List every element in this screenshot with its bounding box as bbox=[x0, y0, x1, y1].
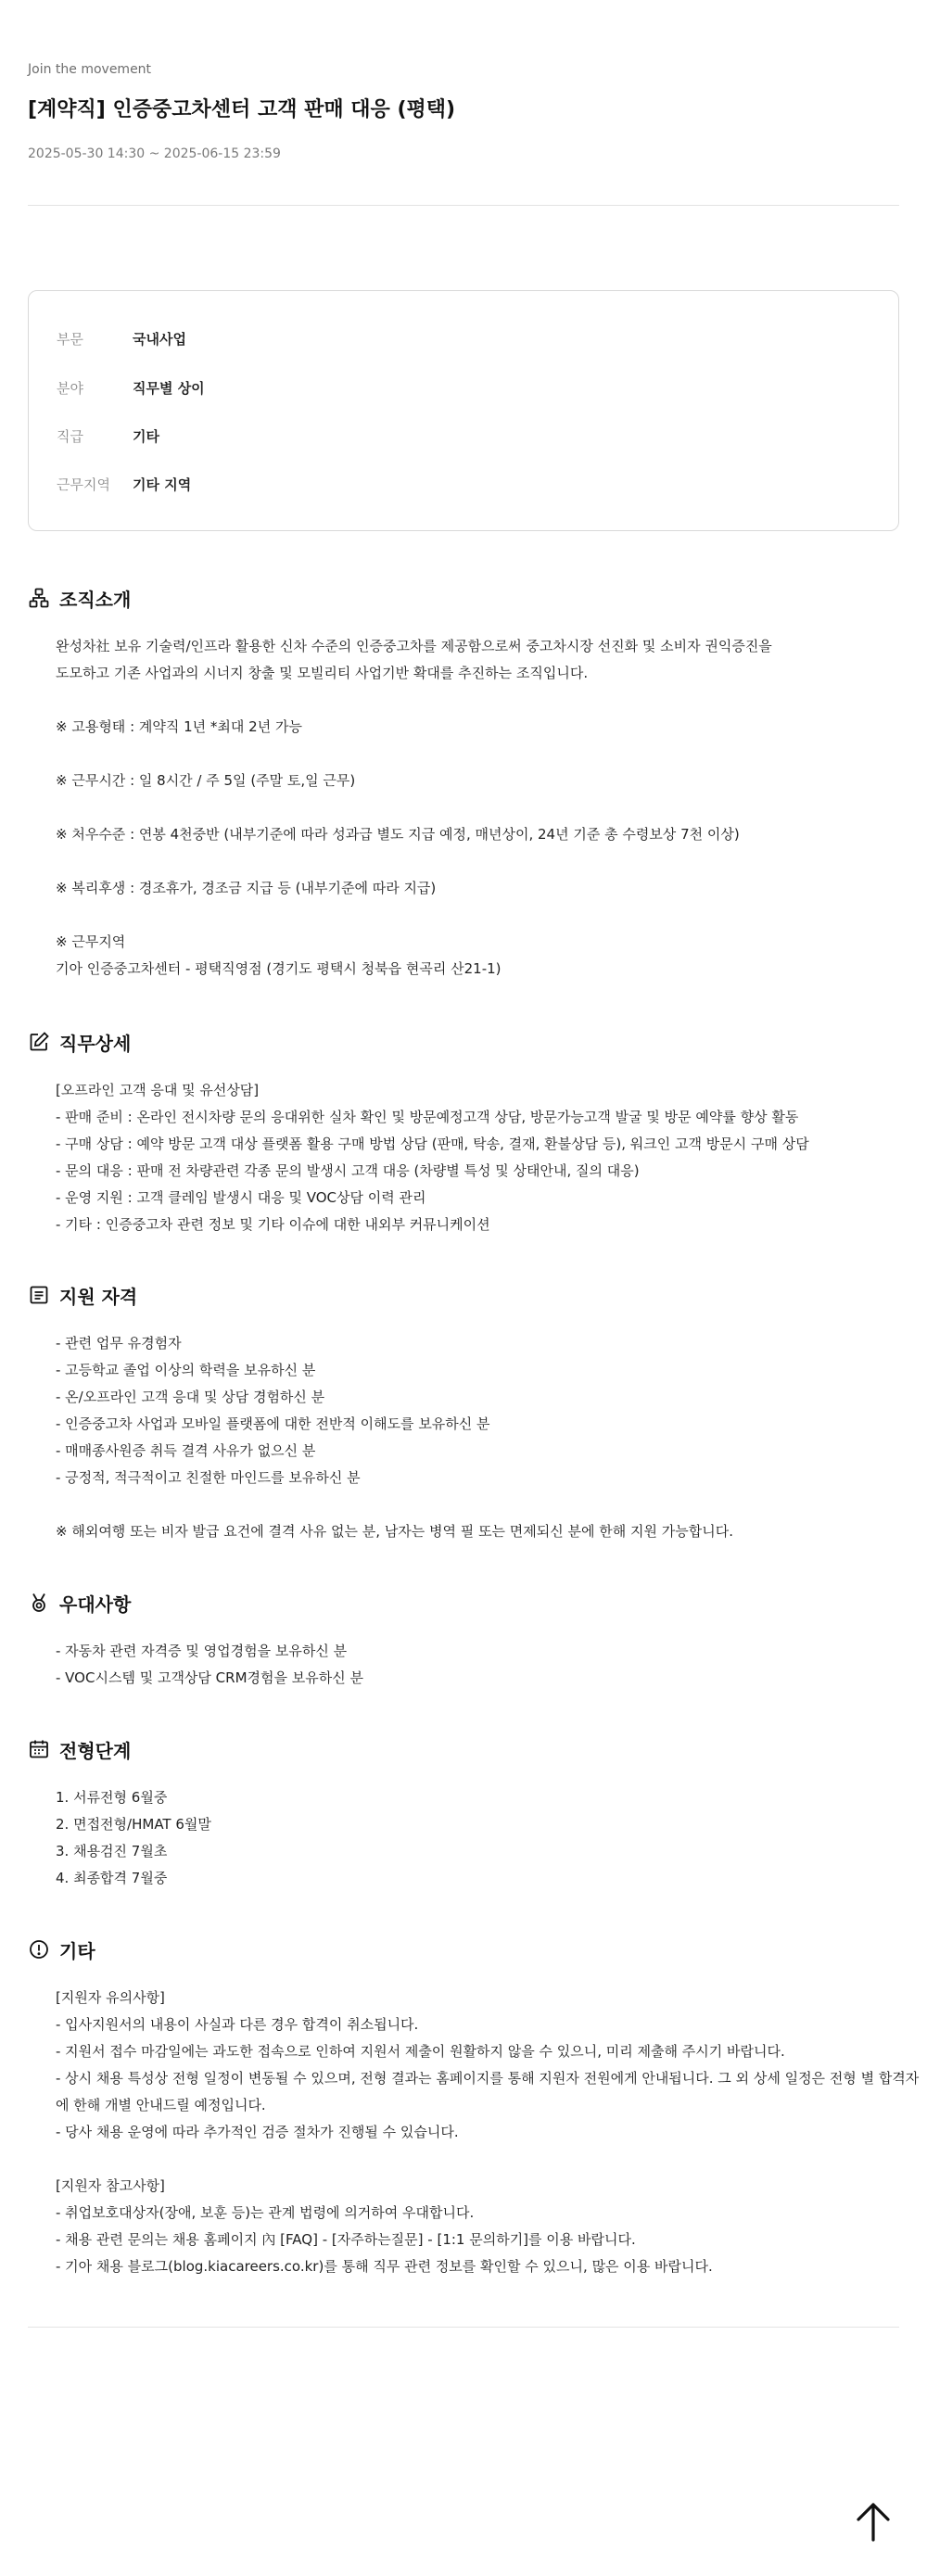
section-organization bbox=[28, 583, 899, 983]
body-line: ※ 처우수준 : 연봉 4천중반 (내부기준에 따라 성과급 별도 지급 예정, 매년상이, 24년 기준 총 수령보상 7천 이상) bbox=[56, 826, 740, 843]
spacer bbox=[56, 794, 899, 821]
info-label: 부문 bbox=[57, 331, 83, 348]
body-line: - 지원서 접수 마감일에는 과도한 접속으로 인하여 지원서 제출이 원활하지 않을 수 있으니, 미리 제출해 주시기 바랍니다. bbox=[56, 2043, 785, 2060]
calendar-icon bbox=[28, 1738, 50, 1760]
edit-icon bbox=[28, 1031, 50, 1053]
body-line: - 취업보호대상자(장애, 보훈 등)는 관계 법령에 의거하여 우대합니다. bbox=[56, 2204, 475, 2221]
body-line: [지원자 참고사항] bbox=[56, 2177, 165, 2194]
medal-icon bbox=[28, 1592, 50, 1614]
body-line: 도모하고 기존 사업과의 시너지 창출 및 모빌리티 사업기반 확대를 추진하는 조직입니다. bbox=[56, 665, 589, 681]
body-line: - 채용 관련 문의는 채용 홈페이지 內 [FAQ] - [자주하는질문] - [1:1 문의하기]를 이용 바랍니다. bbox=[56, 2231, 636, 2248]
org-chart-icon bbox=[28, 587, 50, 609]
section-title: 지원 자격 bbox=[59, 1285, 138, 1308]
arrow-up-icon bbox=[849, 2532, 897, 2549]
body-line: 2. 면접전형/HMAT 6월말 bbox=[56, 1816, 211, 1833]
section-body bbox=[28, 1638, 899, 1692]
body-line: - 고등학교 졸업 이상의 학력을 보유하신 분 bbox=[56, 1362, 316, 1378]
body-line: ※ 고용형태 : 계약직 1년 *최대 2년 가능 bbox=[56, 718, 302, 735]
application-period: 2025-05-30 14:30 ~ 2025-06-15 23:59 bbox=[28, 146, 281, 161]
spacer bbox=[56, 1491, 899, 1518]
scroll-to-top-button[interactable] bbox=[849, 2497, 897, 2545]
body-line: - 판매 준비 : 온라인 전시차량 문의 응대위한 실차 확인 및 방문예정고객 상담, 방문가능고객 발굴 및 방문 예약률 향상 활동 bbox=[56, 1109, 799, 1125]
body-line: 4. 최종합격 7월중 bbox=[56, 1870, 168, 1886]
section-body bbox=[28, 1330, 899, 1545]
spacer bbox=[56, 2146, 899, 2173]
section-body bbox=[28, 1784, 899, 1892]
body-line: - 입사지원서의 내용이 사실과 다른 경우 합격이 취소됩니다. bbox=[56, 2016, 419, 2033]
info-row-location bbox=[57, 475, 191, 494]
body-line: - 상시 채용 특성상 전형 일정이 변동될 수 있으며, 전형 결과는 홈페이지를 통해 지원자 전원에게 안내됩니다. 그 외 상세 일정은 전형 별 합격자 bbox=[56, 2070, 920, 2087]
body-line: - 문의 대응 : 판매 전 차량관련 각종 문의 발생시 고객 대응 (차량별 특성 및 상태안내, 질의 대응) bbox=[56, 1162, 640, 1179]
info-row-division bbox=[57, 329, 186, 349]
spacer bbox=[56, 848, 899, 875]
info-value: 직무별 상이 bbox=[133, 380, 205, 397]
section-etc bbox=[28, 1935, 920, 2280]
section-duty bbox=[28, 1027, 899, 1238]
section-title: 기타 bbox=[59, 1939, 95, 1962]
body-line: ※ 해외여행 또는 비자 발급 요건에 결격 사유 없는 분, 남자는 병역 필 또는 면제되신 분에 한해 지원 가능합니다. bbox=[56, 1523, 734, 1540]
body-line: 1. 서류전형 6월중 bbox=[56, 1789, 168, 1806]
body-line: - 긍정적, 적극적이고 친절한 마인드를 보유하신 분 bbox=[56, 1469, 361, 1486]
body-line: - 온/오프라인 고객 응대 및 상담 경험하신 분 bbox=[56, 1389, 325, 1405]
divider bbox=[28, 205, 899, 206]
body-line: - 매매종사원증 취득 결격 사유가 없으신 분 bbox=[56, 1442, 316, 1459]
eyebrow-text: Join the movement bbox=[28, 62, 152, 77]
info-value: 기타 bbox=[133, 428, 159, 445]
info-label: 직급 bbox=[57, 428, 83, 445]
section-body bbox=[28, 1077, 899, 1238]
body-line: - 기아 채용 블로그(blog.kiacareers.co.kr)를 통해 직무 관련 정보를 확인할 수 있으니, 많은 이용 바랍니다. bbox=[56, 2258, 713, 2275]
info-icon bbox=[28, 1938, 50, 1961]
section-title: 조직소개 bbox=[59, 588, 132, 611]
body-line: ※ 근무지역 bbox=[56, 933, 126, 950]
section-title: 전형단계 bbox=[59, 1739, 132, 1762]
info-row-grade bbox=[57, 426, 159, 446]
section-title: 직무상세 bbox=[59, 1032, 132, 1055]
body-line: 기아 인증중고차센터 - 평택직영점 (경기도 평택시 청북읍 현곡리 산21-1) bbox=[56, 960, 502, 977]
body-line: 3. 채용검진 7월초 bbox=[56, 1843, 168, 1859]
body-line: - 인증중고차 사업과 모바일 플랫폼에 대한 전반적 이해도를 보유하신 분 bbox=[56, 1415, 490, 1432]
spacer bbox=[56, 902, 899, 929]
info-row-field bbox=[57, 378, 205, 398]
document-icon bbox=[28, 1284, 50, 1306]
section-qualification bbox=[28, 1280, 899, 1545]
section-process bbox=[28, 1734, 899, 1892]
body-line: - 자동차 관련 자격증 및 영업경험을 보유하신 분 bbox=[56, 1643, 348, 1659]
divider bbox=[28, 2327, 899, 2328]
info-label: 근무지역 bbox=[57, 476, 110, 493]
body-line: - 관련 업무 유경험자 bbox=[56, 1335, 182, 1351]
body-line: [오프라인 고객 응대 및 유선상담] bbox=[56, 1082, 260, 1098]
page-title: [계약직] 인증중고차센터 고객 판매 대응 (평택) bbox=[28, 98, 456, 121]
info-label: 분야 bbox=[57, 380, 83, 397]
body-line: [지원자 유의사항] bbox=[56, 1989, 165, 2006]
body-line: ※ 근무시간 : 일 8시간 / 주 5일 (주말 토,일 근무) bbox=[56, 772, 356, 789]
info-value: 기타 지역 bbox=[133, 476, 192, 493]
body-line: - 기타 : 인증중고차 관련 정보 및 기타 이슈에 대한 내외부 커뮤니케이션 bbox=[56, 1216, 490, 1233]
section-title: 우대사항 bbox=[59, 1593, 132, 1616]
info-value: 국내사업 bbox=[133, 331, 186, 348]
body-line: 에 한해 개별 안내드릴 예정입니다. bbox=[56, 2097, 266, 2113]
body-line: - 구매 상담 : 예약 방문 고객 대상 플랫폼 활용 구매 방법 상담 (판매, 탁송, 결재, 환불상담 등), 워크인 고객 방문시 구매 상담 bbox=[56, 1136, 809, 1152]
spacer bbox=[56, 687, 899, 714]
body-line: - VOC시스템 및 고객상담 CRM경험을 보유하신 분 bbox=[56, 1669, 363, 1686]
body-line: 완성차社 보유 기술력/인프라 활용한 신차 수준의 인증중고차를 제공함으로써 중고차시장 선진화 및 소비자 권익증진을 bbox=[56, 638, 772, 654]
spacer bbox=[56, 741, 899, 768]
body-line: - 운영 지원 : 고객 클레임 발생시 대응 및 VOC상담 이력 관리 bbox=[56, 1189, 426, 1206]
section-body bbox=[28, 633, 899, 983]
body-line: ※ 복리후생 : 경조휴가, 경조금 지급 등 (내부기준에 따라 지급) bbox=[56, 880, 437, 896]
body-line: - 당사 채용 운영에 따라 추가적인 검증 절차가 진행될 수 있습니다. bbox=[56, 2124, 459, 2140]
section-preference bbox=[28, 1588, 899, 1692]
section-body bbox=[28, 1985, 920, 2280]
job-info-card bbox=[28, 290, 899, 531]
